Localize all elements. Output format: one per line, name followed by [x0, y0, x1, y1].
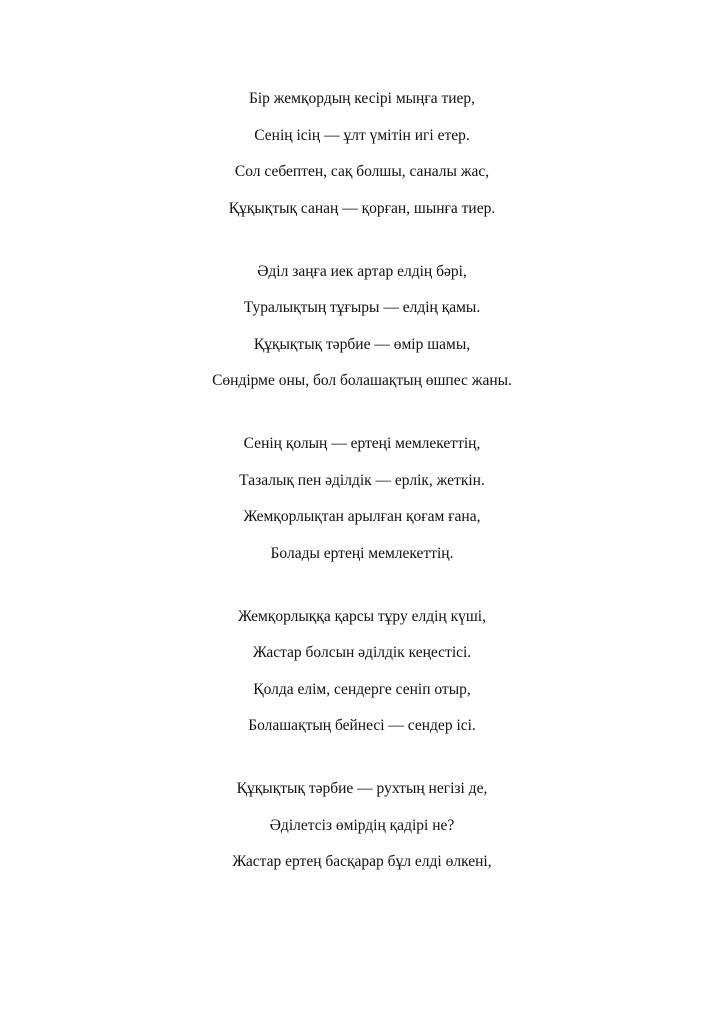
poem-line: Сенің қолың — ертеңі мемлекеттің,: [243, 435, 481, 452]
poem-line: Әділ заңға иек артар елдің бәрі,: [257, 262, 467, 280]
poem-line: Құқықтық санаң — қорған, шынға тиер.: [228, 199, 496, 217]
stanza-2: [0, 259, 724, 395]
poem-line: Туралықтың тұғыры — елдің қамы.: [243, 299, 481, 316]
poem-line: Бір жемқордың кесірі мыңға тиер,: [248, 90, 476, 107]
poem-line: Жемқорлықтан арылған қоғам ғана,: [243, 508, 481, 525]
stanza-5: [0, 776, 724, 875]
poem-line: Сол себептен, сақ болшы, саналы жас,: [234, 163, 490, 180]
poem-line: Құқықтық тәрбие — өмір шамы,: [253, 335, 471, 353]
poem-line: Әділетсіз өмірдің қадірі не?: [269, 816, 455, 834]
poem-line: Сөндірме оны, бол болашақтың өшпес жаны.: [212, 372, 512, 389]
poem-line: Жастар ертең басқарар бұл елді өлкені,: [232, 853, 492, 870]
poem-line: Болашақтың бейнесі — сендер ісі.: [248, 717, 476, 734]
poem-line: Құқықтық тәрбие — рухтың негізі де,: [236, 780, 488, 797]
stanza-4: [0, 604, 724, 740]
poem-line: Жемқорлыққа қарсы тұру елдің күші,: [238, 607, 486, 625]
poem-line: Жастар болсын әділдік кеңестісі.: [252, 644, 472, 661]
poem: [0, 86, 724, 875]
stanza-1: [0, 86, 724, 222]
poem-line: Болады ертеңі мемлекеттің.: [270, 544, 454, 562]
poem-line: Қолда елім, сендерге сеніп отыр,: [253, 680, 471, 698]
poem-line: Тазалық пен әділдік — ерлік, жеткін.: [239, 471, 485, 489]
poem-line: Сенің ісің — ұлт үмітін игі етер.: [254, 126, 470, 144]
stanza-3: [0, 431, 724, 567]
